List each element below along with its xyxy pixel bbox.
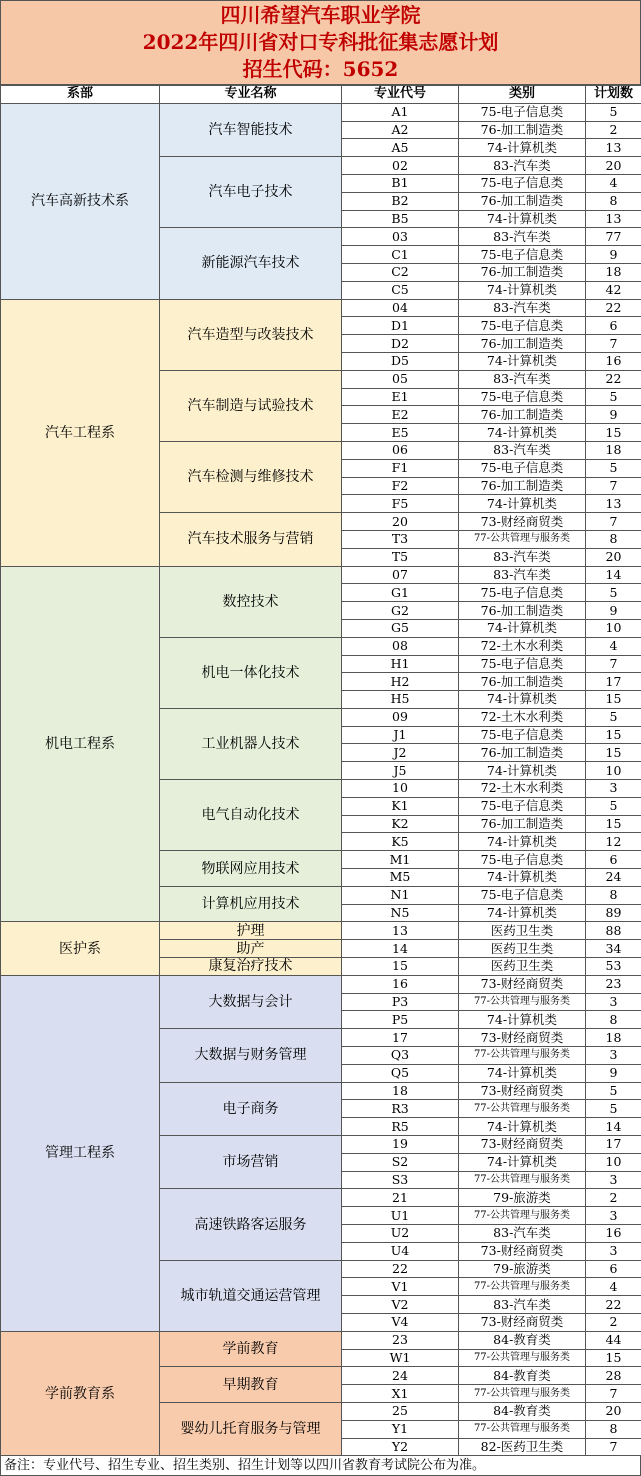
plan-cell: 15 bbox=[586, 726, 641, 744]
title-line-code: 招生代码：5652 bbox=[243, 56, 399, 83]
code-cell: F5 bbox=[342, 495, 459, 513]
table-row bbox=[1, 299, 641, 317]
plan-cell: 44 bbox=[586, 1331, 641, 1349]
code-cell: N5 bbox=[342, 904, 459, 922]
code-cell: S3 bbox=[342, 1171, 459, 1189]
plan-cell: 3 bbox=[586, 1171, 641, 1189]
plan-cell: 18 bbox=[586, 1029, 641, 1047]
category-cell: 84-教育类 bbox=[459, 1331, 586, 1349]
major-cell: 工业机器人技术 bbox=[160, 708, 342, 779]
plan-cell: 20 bbox=[586, 1402, 641, 1420]
enrollment-table bbox=[0, 85, 641, 1456]
category-cell: 74-计算机类 bbox=[459, 424, 586, 442]
footnote: 备注：专业代号、招生专业、招生类别、招生计划等以四川省教育考试院公布为准。 bbox=[0, 1456, 641, 1476]
category-cell: 74-计算机类 bbox=[459, 1064, 586, 1082]
major-cell: 汽车造型与改装技术 bbox=[160, 299, 342, 370]
code-cell: 02 bbox=[342, 157, 459, 175]
category-cell: 74-计算机类 bbox=[459, 139, 586, 157]
plan-cell: 15 bbox=[586, 1349, 641, 1367]
category-cell: 77-公共管理与服务类 bbox=[459, 1420, 586, 1438]
category-cell: 79-旅游类 bbox=[459, 1260, 586, 1278]
category-cell: 74-计算机类 bbox=[459, 869, 586, 887]
plan-cell: 5 bbox=[586, 388, 641, 406]
code-cell: 05 bbox=[342, 370, 459, 388]
code-cell: 24 bbox=[342, 1367, 459, 1385]
category-cell: 76-加工制造类 bbox=[459, 263, 586, 281]
category-cell: 75-电子信息类 bbox=[459, 797, 586, 815]
category-cell: 75-电子信息类 bbox=[459, 851, 586, 869]
code-cell: 07 bbox=[342, 566, 459, 584]
plan-cell: 18 bbox=[586, 263, 641, 281]
category-cell: 73-财经商贸类 bbox=[459, 1242, 586, 1260]
code-cell: B2 bbox=[342, 192, 459, 210]
code-cell: N1 bbox=[342, 886, 459, 904]
plan-cell: 24 bbox=[586, 869, 641, 887]
code-cell: Q5 bbox=[342, 1064, 459, 1082]
code-cell: Y2 bbox=[342, 1438, 459, 1456]
plan-cell: 7 bbox=[586, 1385, 641, 1403]
category-cell: 76-加工制造类 bbox=[459, 815, 586, 833]
category-cell: 79-旅游类 bbox=[459, 1189, 586, 1207]
major-cell: 物联网应用技术 bbox=[160, 851, 342, 887]
category-cell: 医药卫生类 bbox=[459, 922, 586, 940]
plan-cell: 13 bbox=[586, 139, 641, 157]
major-cell: 电气自动化技术 bbox=[160, 780, 342, 851]
major-cell: 汽车智能技术 bbox=[160, 103, 342, 156]
plan-cell: 9 bbox=[586, 1064, 641, 1082]
plan-cell: 9 bbox=[586, 602, 641, 620]
category-cell: 77-公共管理与服务类 bbox=[459, 1171, 586, 1189]
category-cell: 82-医药卫生类 bbox=[459, 1438, 586, 1456]
category-cell: 76-加工制造类 bbox=[459, 673, 586, 691]
plan-cell: 22 bbox=[586, 299, 641, 317]
plan-cell: 16 bbox=[586, 1225, 641, 1243]
category-cell: 76-加工制造类 bbox=[459, 192, 586, 210]
plan-cell: 53 bbox=[586, 958, 641, 976]
category-cell: 74-计算机类 bbox=[459, 691, 586, 709]
plan-cell: 5 bbox=[586, 1082, 641, 1100]
major-cell: 汽车电子技术 bbox=[160, 157, 342, 228]
header-code: 专业代号 bbox=[342, 86, 459, 104]
category-cell: 76-加工制造类 bbox=[459, 744, 586, 762]
category-cell: 76-加工制造类 bbox=[459, 335, 586, 353]
plan-cell: 8 bbox=[586, 1011, 641, 1029]
code-cell: M1 bbox=[342, 851, 459, 869]
code-cell: F1 bbox=[342, 459, 459, 477]
code-cell: 19 bbox=[342, 1136, 459, 1154]
category-cell: 76-加工制造类 bbox=[459, 477, 586, 495]
plan-cell: 34 bbox=[586, 940, 641, 958]
code-cell: K5 bbox=[342, 833, 459, 851]
plan-cell: 2 bbox=[586, 1313, 641, 1331]
department-cell: 学前教育系 bbox=[1, 1331, 160, 1456]
category-cell: 75-电子信息类 bbox=[459, 317, 586, 335]
category-cell: 74-计算机类 bbox=[459, 352, 586, 370]
plan-cell: 5 bbox=[586, 797, 641, 815]
category-cell: 84-教育类 bbox=[459, 1402, 586, 1420]
category-cell: 74-计算机类 bbox=[459, 495, 586, 513]
major-cell: 汽车制造与试验技术 bbox=[160, 370, 342, 441]
code-cell: C1 bbox=[342, 246, 459, 264]
category-cell: 77-公共管理与服务类 bbox=[459, 1278, 586, 1296]
code-cell: 17 bbox=[342, 1029, 459, 1047]
plan-cell: 6 bbox=[586, 317, 641, 335]
category-cell: 74-计算机类 bbox=[459, 833, 586, 851]
category-cell: 73-财经商贸类 bbox=[459, 1029, 586, 1047]
plan-cell: 15 bbox=[586, 424, 641, 442]
major-cell: 市场营销 bbox=[160, 1136, 342, 1189]
category-cell: 72-土木水利类 bbox=[459, 780, 586, 798]
category-cell: 74-计算机类 bbox=[459, 1011, 586, 1029]
plan-cell: 22 bbox=[586, 370, 641, 388]
plan-cell: 8 bbox=[586, 192, 641, 210]
code-cell: K1 bbox=[342, 797, 459, 815]
major-cell: 汽车检测与维修技术 bbox=[160, 441, 342, 512]
code-cell: 22 bbox=[342, 1260, 459, 1278]
category-cell: 73-财经商贸类 bbox=[459, 1082, 586, 1100]
plan-cell: 20 bbox=[586, 548, 641, 566]
category-cell: 72-土木水利类 bbox=[459, 637, 586, 655]
plan-cell: 3 bbox=[586, 1207, 641, 1225]
code-cell: J5 bbox=[342, 762, 459, 780]
code-cell: W1 bbox=[342, 1349, 459, 1367]
plan-cell: 6 bbox=[586, 1260, 641, 1278]
code-cell: T3 bbox=[342, 530, 459, 548]
plan-cell: 15 bbox=[586, 691, 641, 709]
header-department: 系部 bbox=[1, 86, 160, 104]
category-cell: 73-财经商贸类 bbox=[459, 513, 586, 531]
category-cell: 77-公共管理与服务类 bbox=[459, 993, 586, 1011]
category-cell: 77-公共管理与服务类 bbox=[459, 1349, 586, 1367]
major-cell: 大数据与会计 bbox=[160, 975, 342, 1028]
code-cell: B1 bbox=[342, 174, 459, 192]
code-cell: 18 bbox=[342, 1082, 459, 1100]
code-cell: 14 bbox=[342, 940, 459, 958]
plan-cell: 16 bbox=[586, 352, 641, 370]
code-cell: D5 bbox=[342, 352, 459, 370]
major-cell: 汽车技术服务与营销 bbox=[160, 513, 342, 566]
code-cell: F2 bbox=[342, 477, 459, 495]
plan-cell: 3 bbox=[586, 780, 641, 798]
plan-cell: 6 bbox=[586, 851, 641, 869]
plan-cell: 3 bbox=[586, 993, 641, 1011]
plan-cell: 20 bbox=[586, 157, 641, 175]
code-cell: K2 bbox=[342, 815, 459, 833]
category-cell: 83-汽车类 bbox=[459, 441, 586, 459]
department-cell: 管理工程系 bbox=[1, 975, 160, 1331]
code-cell: M5 bbox=[342, 869, 459, 887]
plan-cell: 15 bbox=[586, 815, 641, 833]
plan-cell: 3 bbox=[586, 1242, 641, 1260]
code-cell: 08 bbox=[342, 637, 459, 655]
table-row bbox=[1, 566, 641, 584]
major-cell: 康复治疗技术 bbox=[160, 958, 342, 976]
code-cell: V4 bbox=[342, 1313, 459, 1331]
category-cell: 83-汽车类 bbox=[459, 228, 586, 246]
category-cell: 74-计算机类 bbox=[459, 904, 586, 922]
major-cell: 计算机应用技术 bbox=[160, 886, 342, 922]
category-cell: 77-公共管理与服务类 bbox=[459, 1100, 586, 1118]
code-cell: 25 bbox=[342, 1402, 459, 1420]
code-cell: 04 bbox=[342, 299, 459, 317]
plan-cell: 9 bbox=[586, 406, 641, 424]
department-cell: 机电工程系 bbox=[1, 566, 160, 922]
code-cell: P3 bbox=[342, 993, 459, 1011]
plan-cell: 7 bbox=[586, 477, 641, 495]
category-cell: 74-计算机类 bbox=[459, 762, 586, 780]
plan-cell: 7 bbox=[586, 513, 641, 531]
plan-cell: 12 bbox=[586, 833, 641, 851]
code-cell: H1 bbox=[342, 655, 459, 673]
category-cell: 73-财经商贸类 bbox=[459, 975, 586, 993]
code-cell: 21 bbox=[342, 1189, 459, 1207]
major-cell: 助产 bbox=[160, 940, 342, 958]
code-cell: J1 bbox=[342, 726, 459, 744]
category-cell: 74-计算机类 bbox=[459, 210, 586, 228]
code-cell: R5 bbox=[342, 1118, 459, 1136]
category-cell: 74-计算机类 bbox=[459, 619, 586, 637]
plan-cell: 9 bbox=[586, 246, 641, 264]
table-row bbox=[1, 103, 641, 121]
plan-cell: 7 bbox=[586, 1438, 641, 1456]
code-cell: V2 bbox=[342, 1296, 459, 1314]
plan-cell: 28 bbox=[586, 1367, 641, 1385]
table-header-row bbox=[1, 86, 641, 104]
code-cell: H5 bbox=[342, 691, 459, 709]
plan-cell: 5 bbox=[586, 708, 641, 726]
category-cell: 74-计算机类 bbox=[459, 281, 586, 299]
table-row bbox=[1, 922, 641, 940]
category-cell: 74-计算机类 bbox=[459, 1153, 586, 1171]
plan-cell: 10 bbox=[586, 619, 641, 637]
code-cell: E1 bbox=[342, 388, 459, 406]
category-cell: 75-电子信息类 bbox=[459, 174, 586, 192]
code-cell: C5 bbox=[342, 281, 459, 299]
plan-cell: 2 bbox=[586, 1189, 641, 1207]
department-cell: 医护系 bbox=[1, 922, 160, 975]
code-cell: G1 bbox=[342, 584, 459, 602]
code-cell: B5 bbox=[342, 210, 459, 228]
category-cell: 75-电子信息类 bbox=[459, 388, 586, 406]
code-cell: 06 bbox=[342, 441, 459, 459]
code-cell: H2 bbox=[342, 673, 459, 691]
category-cell: 77-公共管理与服务类 bbox=[459, 1207, 586, 1225]
code-cell: D1 bbox=[342, 317, 459, 335]
category-cell: 83-汽车类 bbox=[459, 370, 586, 388]
category-cell: 77-公共管理与服务类 bbox=[459, 1385, 586, 1403]
plan-cell: 13 bbox=[586, 210, 641, 228]
code-cell: 16 bbox=[342, 975, 459, 993]
category-cell: 75-电子信息类 bbox=[459, 103, 586, 121]
code-cell: V1 bbox=[342, 1278, 459, 1296]
plan-cell: 4 bbox=[586, 637, 641, 655]
category-cell: 75-电子信息类 bbox=[459, 459, 586, 477]
code-cell: R3 bbox=[342, 1100, 459, 1118]
plan-cell: 14 bbox=[586, 566, 641, 584]
table-row bbox=[1, 1331, 641, 1349]
plan-cell: 10 bbox=[586, 762, 641, 780]
plan-cell: 5 bbox=[586, 1100, 641, 1118]
code-cell: Y1 bbox=[342, 1420, 459, 1438]
plan-cell: 22 bbox=[586, 1296, 641, 1314]
category-cell: 76-加工制造类 bbox=[459, 602, 586, 620]
code-cell: 15 bbox=[342, 958, 459, 976]
code-cell: Q3 bbox=[342, 1047, 459, 1065]
plan-cell: 15 bbox=[586, 744, 641, 762]
plan-cell: 8 bbox=[586, 1420, 641, 1438]
plan-cell: 77 bbox=[586, 228, 641, 246]
category-cell: 73-财经商贸类 bbox=[459, 1136, 586, 1154]
major-cell: 城市轨道交通运营管理 bbox=[160, 1260, 342, 1331]
code-cell: 09 bbox=[342, 708, 459, 726]
plan-cell: 89 bbox=[586, 904, 641, 922]
code-cell: A2 bbox=[342, 121, 459, 139]
page-title bbox=[0, 0, 641, 85]
major-cell: 机电一体化技术 bbox=[160, 637, 342, 708]
plan-cell: 14 bbox=[586, 1118, 641, 1136]
code-cell: J2 bbox=[342, 744, 459, 762]
code-cell: U4 bbox=[342, 1242, 459, 1260]
category-cell: 75-电子信息类 bbox=[459, 886, 586, 904]
major-cell: 护理 bbox=[160, 922, 342, 940]
plan-cell: 4 bbox=[586, 174, 641, 192]
category-cell: 75-电子信息类 bbox=[459, 584, 586, 602]
category-cell: 72-土木水利类 bbox=[459, 708, 586, 726]
major-cell: 婴幼儿托育服务与管理 bbox=[160, 1402, 342, 1455]
table-row bbox=[1, 975, 641, 993]
plan-cell: 8 bbox=[586, 886, 641, 904]
code-cell: A1 bbox=[342, 103, 459, 121]
major-cell: 数控技术 bbox=[160, 566, 342, 637]
code-cell: X1 bbox=[342, 1385, 459, 1403]
category-cell: 83-汽车类 bbox=[459, 548, 586, 566]
plan-cell: 17 bbox=[586, 1136, 641, 1154]
plan-cell: 10 bbox=[586, 1153, 641, 1171]
code-cell: 20 bbox=[342, 513, 459, 531]
header-plan: 计划数 bbox=[586, 86, 641, 104]
plan-cell: 3 bbox=[586, 1047, 641, 1065]
category-cell: 77-公共管理与服务类 bbox=[459, 530, 586, 548]
major-cell: 新能源汽车技术 bbox=[160, 228, 342, 299]
category-cell: 75-电子信息类 bbox=[459, 655, 586, 673]
code-cell: T5 bbox=[342, 548, 459, 566]
category-cell: 74-计算机类 bbox=[459, 1118, 586, 1136]
code-cell: 13 bbox=[342, 922, 459, 940]
category-cell: 73-财经商贸类 bbox=[459, 1313, 586, 1331]
code-cell: E2 bbox=[342, 406, 459, 424]
plan-cell: 18 bbox=[586, 441, 641, 459]
category-cell: 76-加工制造类 bbox=[459, 121, 586, 139]
category-cell: 83-汽车类 bbox=[459, 566, 586, 584]
department-cell: 汽车高新技术系 bbox=[1, 103, 160, 299]
plan-cell: 42 bbox=[586, 281, 641, 299]
category-cell: 84-教育类 bbox=[459, 1367, 586, 1385]
header-category: 类别 bbox=[459, 86, 586, 104]
code-cell: A5 bbox=[342, 139, 459, 157]
code-cell: 23 bbox=[342, 1331, 459, 1349]
category-cell: 83-汽车类 bbox=[459, 1225, 586, 1243]
code-cell: U2 bbox=[342, 1225, 459, 1243]
category-cell: 77-公共管理与服务类 bbox=[459, 1047, 586, 1065]
plan-cell: 13 bbox=[586, 495, 641, 513]
plan-cell: 2 bbox=[586, 121, 641, 139]
plan-cell: 5 bbox=[586, 584, 641, 602]
major-cell: 高速铁路客运服务 bbox=[160, 1189, 342, 1260]
plan-cell: 17 bbox=[586, 673, 641, 691]
plan-cell: 23 bbox=[586, 975, 641, 993]
category-cell: 83-汽车类 bbox=[459, 157, 586, 175]
plan-cell: 4 bbox=[586, 1278, 641, 1296]
category-cell: 83-汽车类 bbox=[459, 299, 586, 317]
code-cell: S2 bbox=[342, 1153, 459, 1171]
code-cell: G5 bbox=[342, 619, 459, 637]
code-cell: 10 bbox=[342, 780, 459, 798]
code-cell: 03 bbox=[342, 228, 459, 246]
code-cell: E5 bbox=[342, 424, 459, 442]
title-line-plan: 2022年四川省对口专科批征集志愿计划 bbox=[143, 29, 499, 56]
department-cell: 汽车工程系 bbox=[1, 299, 160, 566]
major-cell: 大数据与财务管理 bbox=[160, 1029, 342, 1082]
code-cell: D2 bbox=[342, 335, 459, 353]
category-cell: 医药卫生类 bbox=[459, 958, 586, 976]
category-cell: 83-汽车类 bbox=[459, 1296, 586, 1314]
category-cell: 医药卫生类 bbox=[459, 940, 586, 958]
plan-cell: 8 bbox=[586, 530, 641, 548]
major-cell: 早期教育 bbox=[160, 1367, 342, 1403]
plan-cell: 7 bbox=[586, 335, 641, 353]
category-cell: 75-电子信息类 bbox=[459, 246, 586, 264]
category-cell: 76-加工制造类 bbox=[459, 406, 586, 424]
code-cell: U1 bbox=[342, 1207, 459, 1225]
major-cell: 电子商务 bbox=[160, 1082, 342, 1135]
code-cell: P5 bbox=[342, 1011, 459, 1029]
plan-cell: 5 bbox=[586, 459, 641, 477]
code-cell: C2 bbox=[342, 263, 459, 281]
code-cell: G2 bbox=[342, 602, 459, 620]
category-cell: 75-电子信息类 bbox=[459, 726, 586, 744]
plan-cell: 7 bbox=[586, 655, 641, 673]
header-major: 专业名称 bbox=[160, 86, 342, 104]
plan-cell: 5 bbox=[586, 103, 641, 121]
title-line-school: 四川希望汽车职业学院 bbox=[221, 2, 421, 29]
major-cell: 学前教育 bbox=[160, 1331, 342, 1367]
plan-cell: 88 bbox=[586, 922, 641, 940]
